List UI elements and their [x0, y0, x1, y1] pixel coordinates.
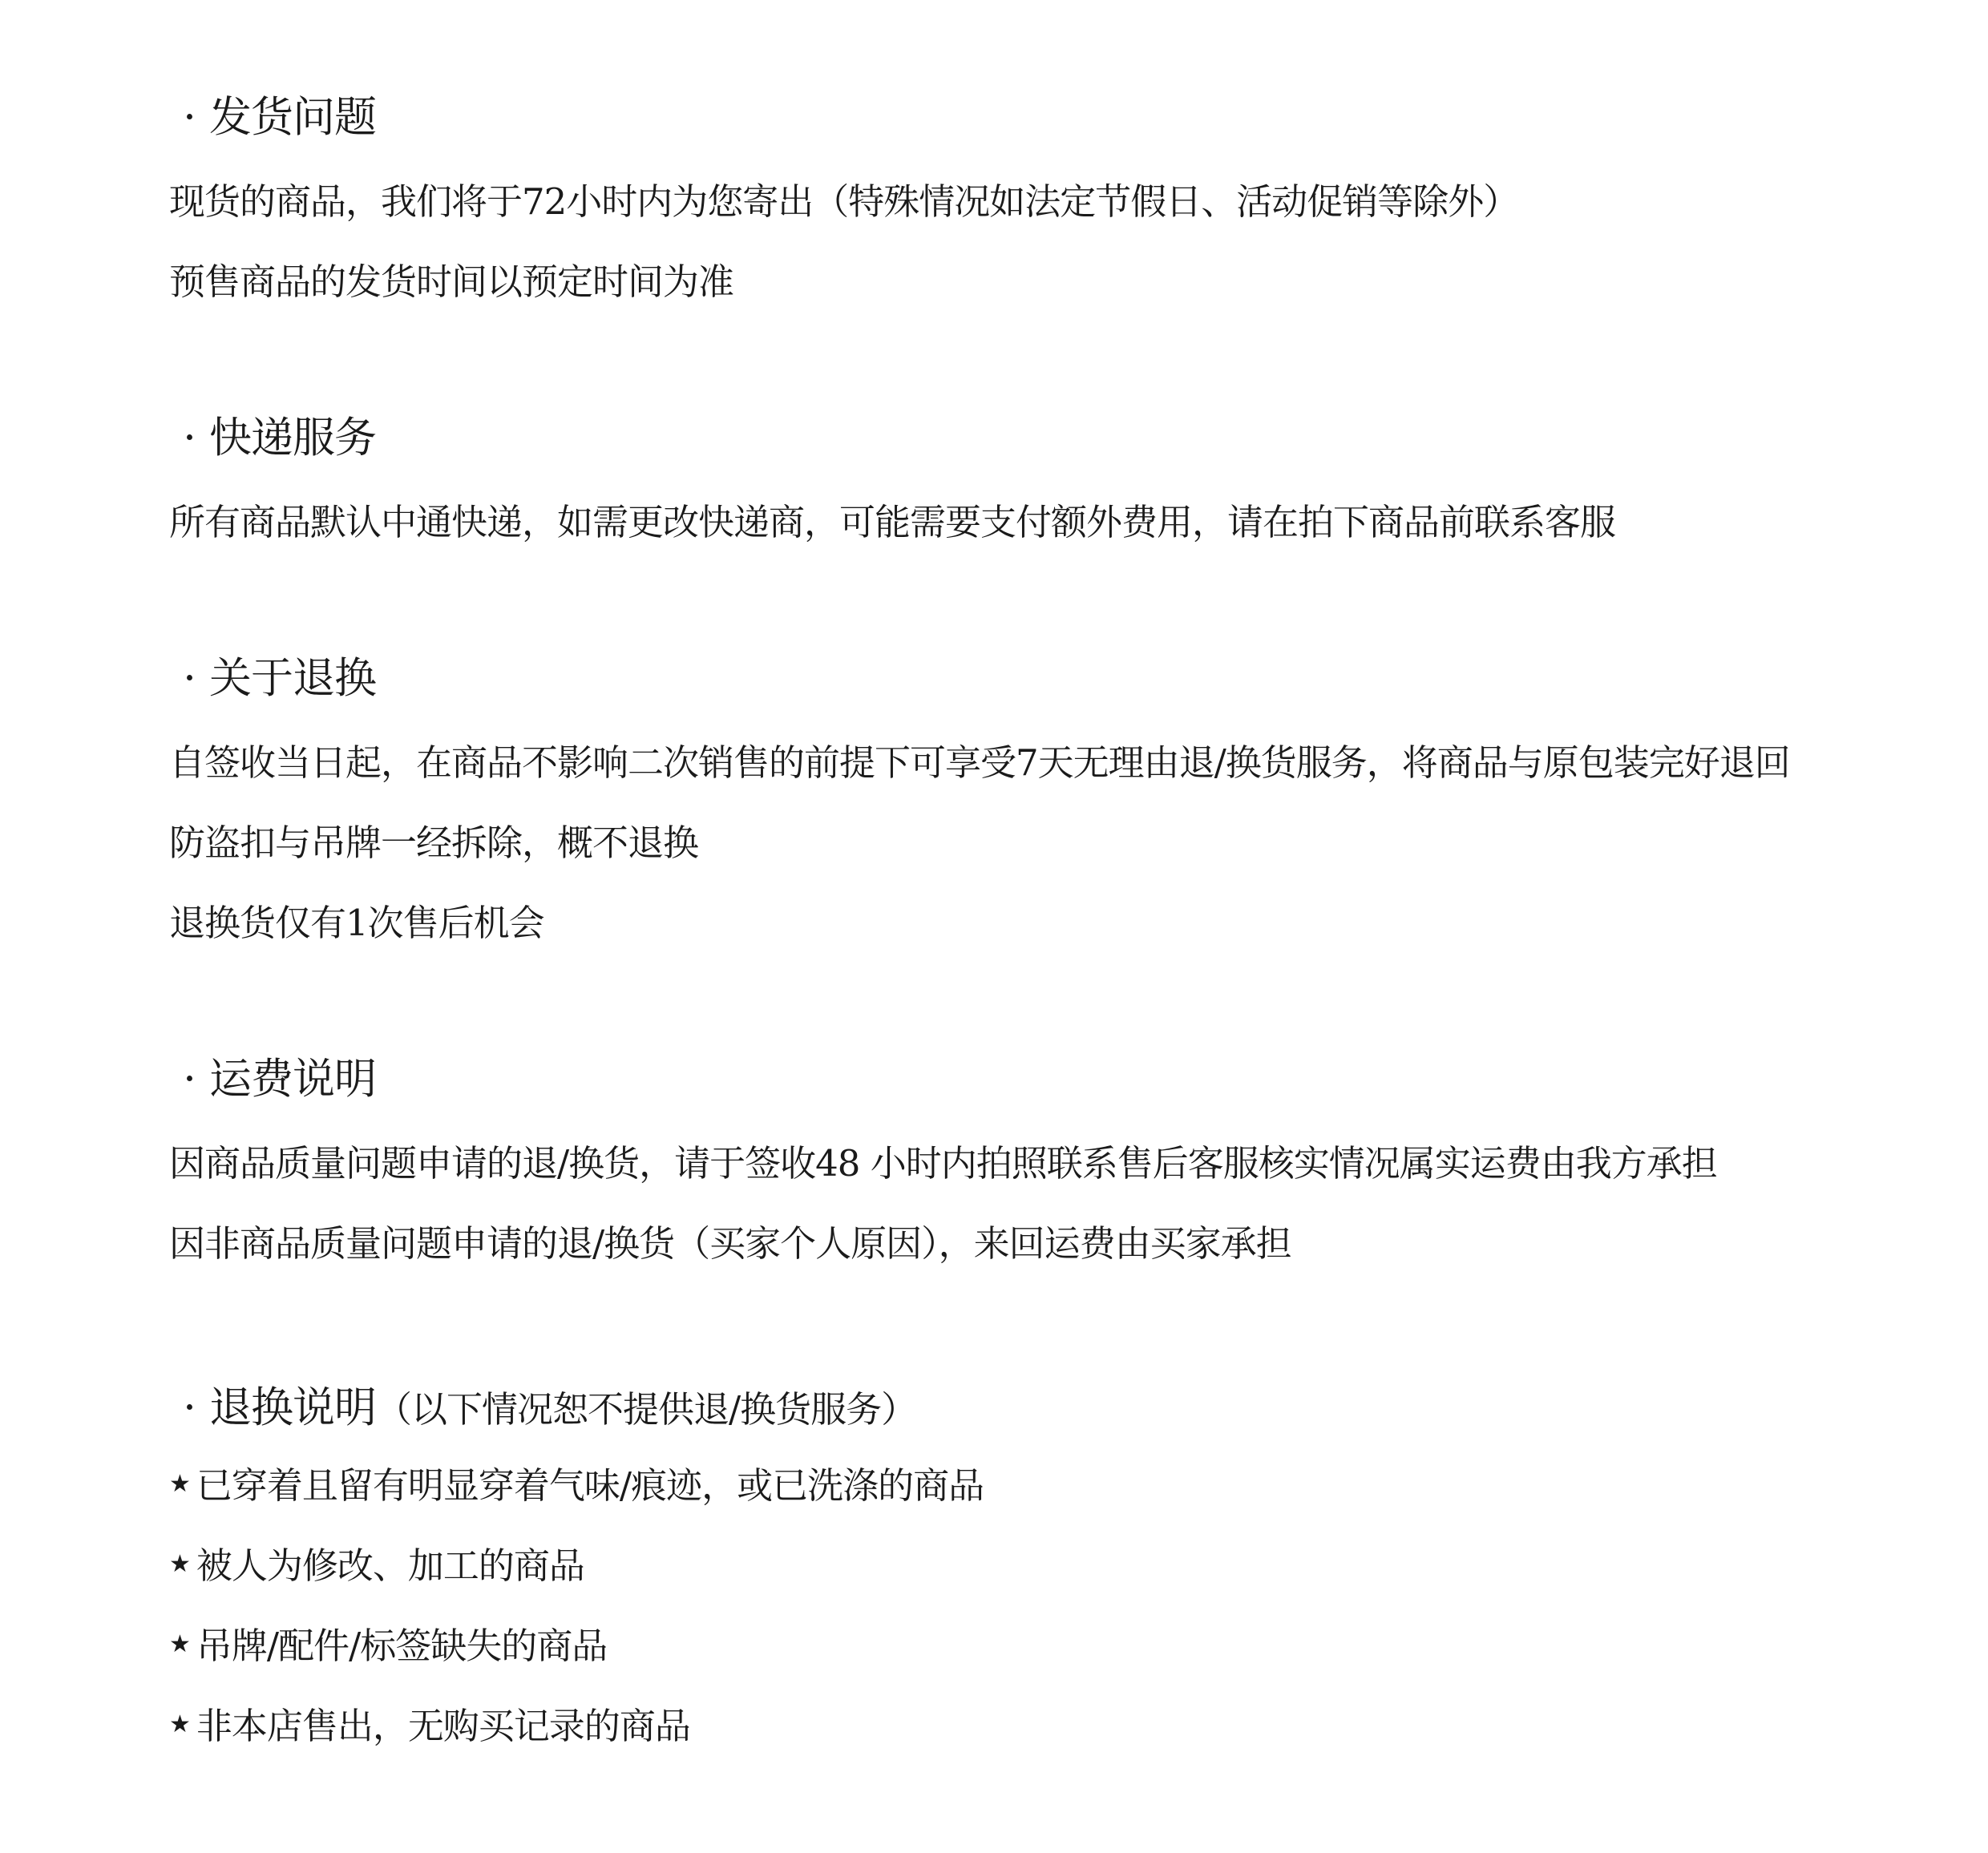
- bullet-dot: ·: [183, 1383, 196, 1432]
- heading-note: （以下情况恕不提供退/换货服务）: [376, 1388, 917, 1431]
- section-heading-freight: [169, 1052, 376, 1108]
- courier-line-1: 所有商品默认中通快递，如需更改快递商，可能需要支付额外费用，请在拍下商品前联系客服: [169, 501, 1616, 543]
- star-icon: ★: [169, 1630, 190, 1658]
- returns-line-3: 退换货仅有1次售后机会: [169, 902, 544, 944]
- heading-text: 关于退换: [209, 654, 376, 703]
- heading-text: 运费说明: [209, 1055, 376, 1104]
- returns-line-1: 自签收当日起，在商品不影响二次销售的前提下可享受7天无理由退/换货服务，将商品与原包装完好退回: [169, 741, 1790, 784]
- exclusion-text: 吊牌/配件/标签缺失的商品: [196, 1625, 608, 1667]
- star-icon: ★: [169, 1470, 190, 1498]
- bullet-dot: ·: [183, 1055, 196, 1104]
- heading-text: 快递服务: [209, 414, 376, 462]
- exclusion-item-3: [169, 1621, 607, 1670]
- freight-line-1: 因商品质量问题申请的退/换货，请于签收48 小时内拍照联系售后客服核实情况属实运费由我方承担: [169, 1142, 1717, 1185]
- section-heading-shipping: [169, 90, 376, 146]
- bullet-dot: ·: [183, 414, 196, 462]
- heading-text: 发货问题: [209, 93, 376, 142]
- section-heading-returns: [169, 651, 376, 707]
- heading-text: 退换说明: [209, 1383, 376, 1432]
- bullet-dot: ·: [183, 654, 196, 703]
- freight-line-2: 因非商品质量问题申请的退/换货（买家个人原因），来回运费由买家承担: [169, 1222, 1291, 1265]
- exclusion-item-1: [169, 1460, 984, 1510]
- bullet-dot: ·: [183, 93, 196, 142]
- exclusion-item-2: [169, 1540, 584, 1590]
- star-icon: ★: [169, 1710, 190, 1738]
- exclusion-text: 已穿着且留有明显穿着气味/痕迹，或已洗涤的商品: [196, 1464, 984, 1507]
- exclusion-text: 被人为修改、加工的商品: [196, 1544, 584, 1587]
- section-heading-return-exclusions: [169, 1380, 916, 1438]
- shipping-line-2: 预售商品的发货时间以预定时间为准: [169, 260, 734, 303]
- returns-line-2: 防盗扣与吊牌一经拆除，概不退换: [169, 822, 699, 864]
- exclusion-text: 非本店售出，无购买记录的商品: [196, 1705, 690, 1747]
- exclusion-item-4: [169, 1701, 690, 1750]
- star-icon: ★: [169, 1550, 190, 1578]
- shipping-line-1: 现货的商品，我们将于72小时内为您寄出（特殊情况如法定节假日、活动促销等除外）: [169, 180, 1519, 223]
- section-heading-courier: [169, 410, 376, 466]
